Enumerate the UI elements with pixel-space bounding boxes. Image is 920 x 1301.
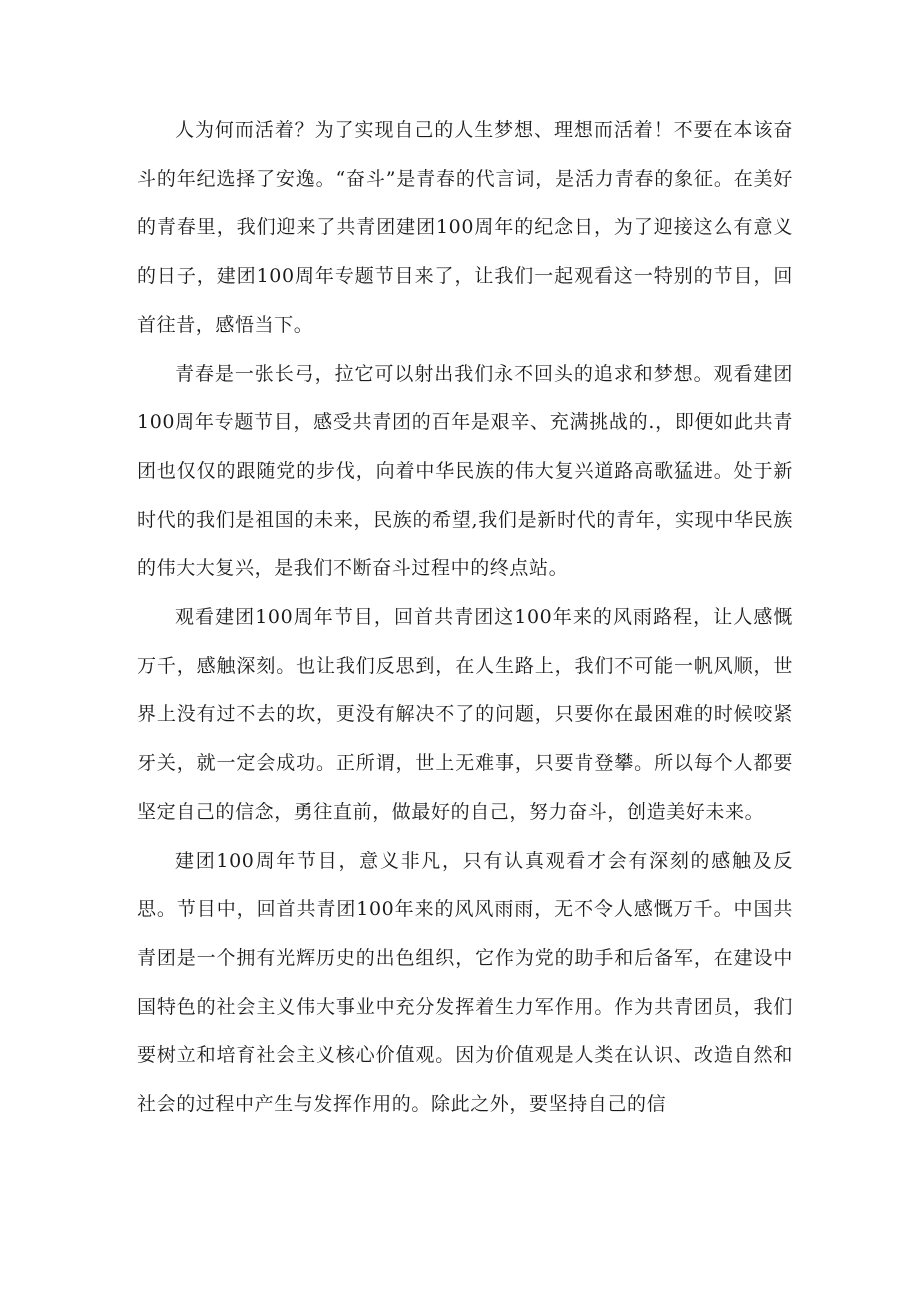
paragraph-3: 观看建团100周年节目，回首共青团这100年来的风雨路程，让人感慨万千，感触深刻。也让我们反思到，在人生路上，我们不可能一帆风顺，世界上没有过不去的坎，更没有解决不了的问题，只要你在最困难的时候咬紧牙关，就一定会成功。正所谓，世上无难事，只要肯登攀。所以每个人都要坚定自己的信念，勇往直前，做最好的自己，努力奋斗，创造美好未来。: [137, 606, 793, 823]
paragraph-4: 建团100周年节目，意义非凡，只有认真观看才会有深刻的感触及反思。节目中，回首共青团100年来的风风雨雨，无不令人感慨万千。中国共青团是一个拥有光辉历史的出色组织，它作为党的助手和后备军，在建设中国特色的社会主义伟大事业中充分发挥着生力军作用。作为共青团员，我们要树立和培育社会主义核心价值观。因为价值观是人类在认识、改造自然和社会的过程中产生与发挥作用的。除此之外，要坚持自己的信: [137, 849, 793, 1116]
paragraph-2: 青春是一张长弓，拉它可以射出我们永不回头的追求和梦想。观看建团100周年专题节目，感受共青团的百年是艰辛、充满挑战的.，即便如此共青团也仅仅的跟随党的步伐，向着中华民族的伟大复兴道路高歌猛进。处于新时代的我们是祖国的未来，民族的希望,我们是新时代的青年，实现中华民族的伟大大复兴，是我们不断奋斗过程中的终点站。: [137, 362, 793, 580]
document-body: [137, 106, 793, 1129]
paragraph-1: 人为何而活着？为了实现自己的人生梦想、理想而活着！不要在本该奋斗的年纪选择了安逸。“奋斗”是青春的代言词，是活力青春的象征。在美好的青春里，我们迎来了共青团建团100周年的纪念日，为了迎接这么有意义的日子，建团100周年专题节目来了，让我们一起观看这一特别的节目，回首往昔，感悟当下。: [137, 119, 793, 336]
